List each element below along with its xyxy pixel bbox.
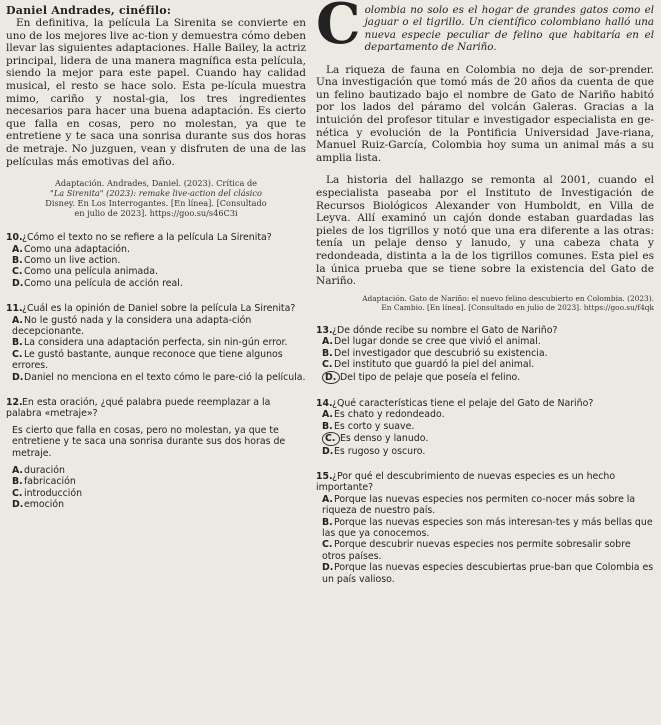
question-text: ¿Por qué el descubrimiento de nuevas especies es un hecho importante?	[316, 470, 616, 494]
question-text: ¿Cuál es la opinión de Daniel sobre la película La Sirenita?	[22, 303, 296, 315]
option-c[interactable]: C. introducción	[12, 487, 83, 499]
review-heading: Daniel Andrades, cinéfilo:	[6, 4, 172, 17]
question-text: ¿Qué características tiene el pelaje del Gato de Nariño?	[332, 397, 594, 409]
question-number: 15.	[316, 470, 333, 482]
option-b[interactable]: B.Del investigador que descubrió su existencia.	[322, 347, 548, 359]
option-d[interactable]: D.Porque las nuevas especies descubiertas prue-ban que Colombia es un país valioso.	[322, 562, 654, 585]
left-column	[6, 4, 306, 525]
option-d[interactable]: D.emoción	[12, 499, 65, 511]
question-number: 10.	[6, 232, 23, 244]
option-a[interactable]: A.No le gustó nada y la considera una adapta-ción decepcionante.	[12, 314, 252, 337]
right-column	[316, 0, 654, 599]
review-citation-line: Disney. En Los Interrogantes. [En línea]. [Consultado	[45, 198, 267, 209]
option-b[interactable]: B.La considera una adaptación perfecta, sin nin-gún error.	[12, 337, 288, 349]
option-d[interactable]: D.Es rugoso y oscuro.	[322, 445, 426, 457]
question-10	[6, 232, 306, 289]
option-a[interactable]: A.duración	[12, 465, 65, 477]
article-paragraph-2: La historia del hallazgo se remonta al 2001, cuando el especialista paseaba por el Instituto de Investigación de Recursos Biológicos Alexander von Humboldt, en Villa de Leyva. Allí examinó un cajón donde estaban guardadas las pieles de los tigrillos y notó que una era diferente a las otras: tenía un pelaje denso y lanudo, y una cabeza chata y redondeada, distinta a la de los tigrillos comunes. Esta piel es la única prueba que se tiene sobre la existencia del Gato de Nariño.	[316, 174, 654, 288]
review-citation-line: en julio de 2023]. https://goo.su/s46C3i	[74, 208, 238, 219]
article-intro-text: olombia no solo es el hogar de grandes gatos como el jaguar o el tigrillo. Un científico colombiano halló una nueva especie peculiar de felino que habitaría en el departamento de Nariño.	[364, 4, 654, 54]
review-citation-line: Adaptación. Andrades, Daniel. (2023). Crítica de	[54, 178, 258, 189]
question-quote: Es cierto que falla en cosas, pero no molestan, ya que te entretiene y te saca una sonrisa durante sus dos horas de metraje.	[12, 424, 286, 459]
question-number: 14.	[316, 397, 333, 409]
option-a[interactable]: A.Es chato y redondeado.	[322, 409, 445, 421]
option-b[interactable]: B.Es corto y suave.	[322, 420, 415, 432]
review-citation-line: "La Sirenita" (2023): remake live-action del clásico	[50, 188, 262, 199]
question-13	[316, 325, 654, 384]
option-c[interactable]: C. Como una película animada.	[12, 266, 158, 278]
question-number: 13.	[316, 324, 333, 336]
question-number: 12.	[6, 397, 23, 408]
article-intro	[316, 0, 654, 57]
option-a[interactable]: A.Del lugar donde se cree que vivió el animal.	[322, 336, 541, 348]
option-a[interactable]: A.Como una adaptación.	[12, 243, 130, 255]
question-text: ¿Cómo el texto no se refiere a la película La Sirenita?	[22, 232, 272, 244]
option-c[interactable]: C. Le gustó bastante, aunque reconoce que tiene algunos errores.	[12, 348, 283, 372]
option-c[interactable]: C. Porque descubrir nuevas especies nos permite sobresalir sobre otros países.	[322, 539, 631, 562]
article-citation-line: Adaptación. Gato de Nariño: el nuevo felino descubierto en Colombia. (2023).	[362, 293, 654, 303]
option-a[interactable]: A.Porque las nuevas especies nos permiten co-nocer más sobre la riqueza de nuestro país.	[322, 493, 636, 517]
drop-cap: C	[316, 0, 361, 57]
option-b[interactable]: B.Como un live action.	[12, 254, 121, 266]
option-d-selected[interactable]: D. Del tipo de pelaje que poseía el felino.	[316, 371, 654, 384]
option-c[interactable]: C. Del instituto que guardó la piel del animal.	[322, 359, 535, 371]
question-14	[316, 398, 654, 457]
option-b[interactable]: B.Porque las nuevas especies son más interesan-tes y más bellas que las que ya conocemos.	[322, 516, 653, 539]
article-citation	[316, 294, 654, 313]
question-number: 11.	[6, 303, 23, 315]
review-paragraph: En definitiva, la película La Sirenita se convierte en uno de los mejores live ac-tion y demuestra cómo deben llevar las siguientes adaptaciones. Halle Bailey, la actriz principal, lidera de una manera magnífica esta película, siendo la mejor para este papel. Cuando hay calidad musical, el resto se hace solo. Esta pe-lícula muestra mimo, cariño y nostal-gia, los tres ingredientes necesarios para hacer una buena adaptación. Es cierto que falla en cosas, pero no molestan, ya que te entretiene y te saca una sonrisa durante sus dos horas de metraje. No juzguen, vean y disfruten de una de las películas más emotivas del año.	[6, 17, 306, 168]
article-paragraph-1: La riqueza de fauna en Colombia no deja de sor-prender. Una investigación que tomó más de 20 años da cuenta de que un felino bautizado bajo el nombre de Gato de Nariño habitó por los lados del páramo del volcán Galeras. Gracias a la intuición del profesor titular e investigador especialista en ge-nética y evolución de la Pontificia Universidad Jave-riana, Manuel Ruiz-García, Colombia hoy suma un animal más a su amplia lista.	[316, 63, 654, 164]
question-11	[6, 303, 306, 383]
question-text: En esta oración, ¿qué palabra puede reemplazar a la palabra «metraje»?	[6, 397, 271, 420]
option-b[interactable]: B.fabricación	[12, 476, 76, 488]
option-c-selected[interactable]: C. Es denso y lanudo.	[316, 432, 654, 445]
article-citation-line: En Cambio. [En línea]. [Consultado en julio de 2023]. https://goo.su/f4qk	[381, 303, 654, 313]
question-15	[316, 471, 654, 585]
review-citation	[6, 178, 306, 218]
question-text: ¿De dónde recibe su nombre el Gato de Nariño?	[332, 324, 558, 336]
option-d[interactable]: D.Como una película de acción real.	[12, 277, 183, 289]
option-d[interactable]: D.Daniel no menciona en el texto cómo le pare-ció la película.	[12, 371, 306, 383]
question-12	[6, 397, 306, 511]
